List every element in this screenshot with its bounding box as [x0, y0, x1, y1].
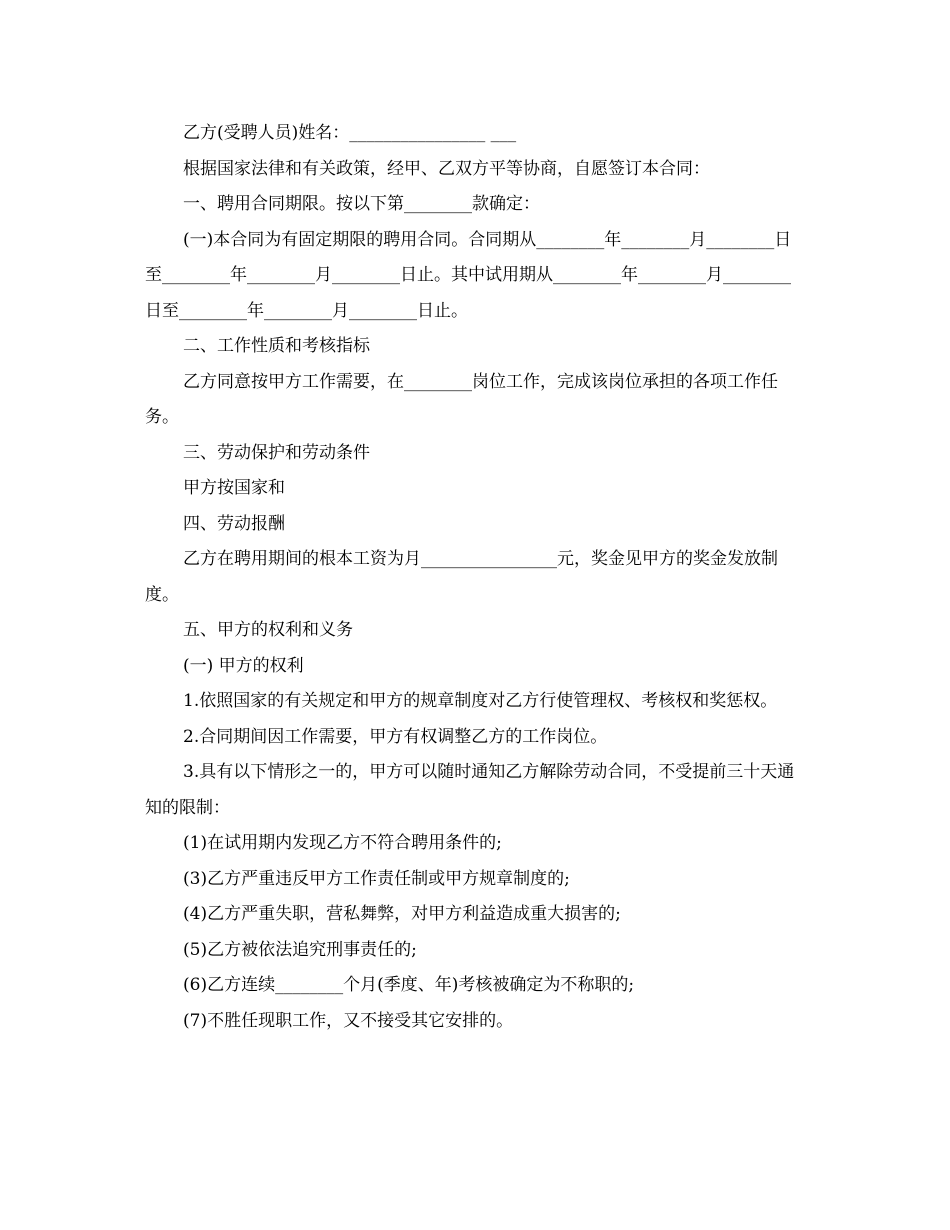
section-heading: 四、劳动报酬: [183, 513, 285, 534]
paragraph: 甲方按国家和: [183, 478, 285, 498]
list-item: (1)在试用期内发现乙方不符合聘用条件的;: [183, 833, 502, 853]
list-item: 1.依照国家的有关规定和甲方的规章制度对乙方行使管理权、考核权和奖惩权。: [183, 691, 778, 711]
section-heading: 五、甲方的权利和义务: [183, 620, 353, 640]
paragraph: 乙方在聘用期间的根本工资为月________________元，奖金见甲方的奖金发放制度。: [145, 549, 778, 605]
section-heading: 一、聘用合同期限。按以下第________款确定：: [183, 194, 540, 214]
paragraph: (一)本合同为有固定期限的聘用合同。合同期从________年________月________日至________年________月________日止。其中试用期从________年________月________日至________年________月________日止。: [145, 229, 792, 321]
section-heading: 三、劳动保护和劳动条件: [183, 442, 370, 463]
list-item: (4)乙方严重失职，营私舞弊，对甲方利益造成重大损害的;: [183, 904, 621, 924]
contract-page: [145, 116, 805, 1039]
list-item: (3)乙方严重违反甲方工作责任制或甲方规章制度的;: [183, 868, 570, 889]
list-item: (7)不胜任现职工作，又不接受其它安排的。: [183, 1010, 514, 1031]
list-item: 2.合同期间因工作需要，甲方有权调整乙方的工作岗位。: [183, 726, 608, 747]
section-heading: 二、工作性质和考核指标: [183, 336, 370, 356]
paragraph: 根据国家法律和有关政策，经甲、乙双方平等协商，自愿签订本合同：: [183, 158, 710, 179]
paragraph: 乙方(受聘人员)姓名：________________ ___: [183, 123, 517, 143]
list-item: 3.具有以下情形之一的，甲方可以随时通知乙方解除劳动合同，不受提前三十天通知的限制：: [145, 762, 795, 818]
paragraph: 乙方同意按甲方工作需要，在________岗位工作，完成该岗位承担的各项工作任务。: [145, 371, 778, 427]
list-item: (6)乙方连续________个月(季度、年)考核被确定为不称职的;: [183, 975, 635, 995]
list-item: (5)乙方被依法追究刑事责任的;: [183, 939, 417, 960]
subsection-heading: (一) 甲方的权利: [183, 655, 304, 676]
